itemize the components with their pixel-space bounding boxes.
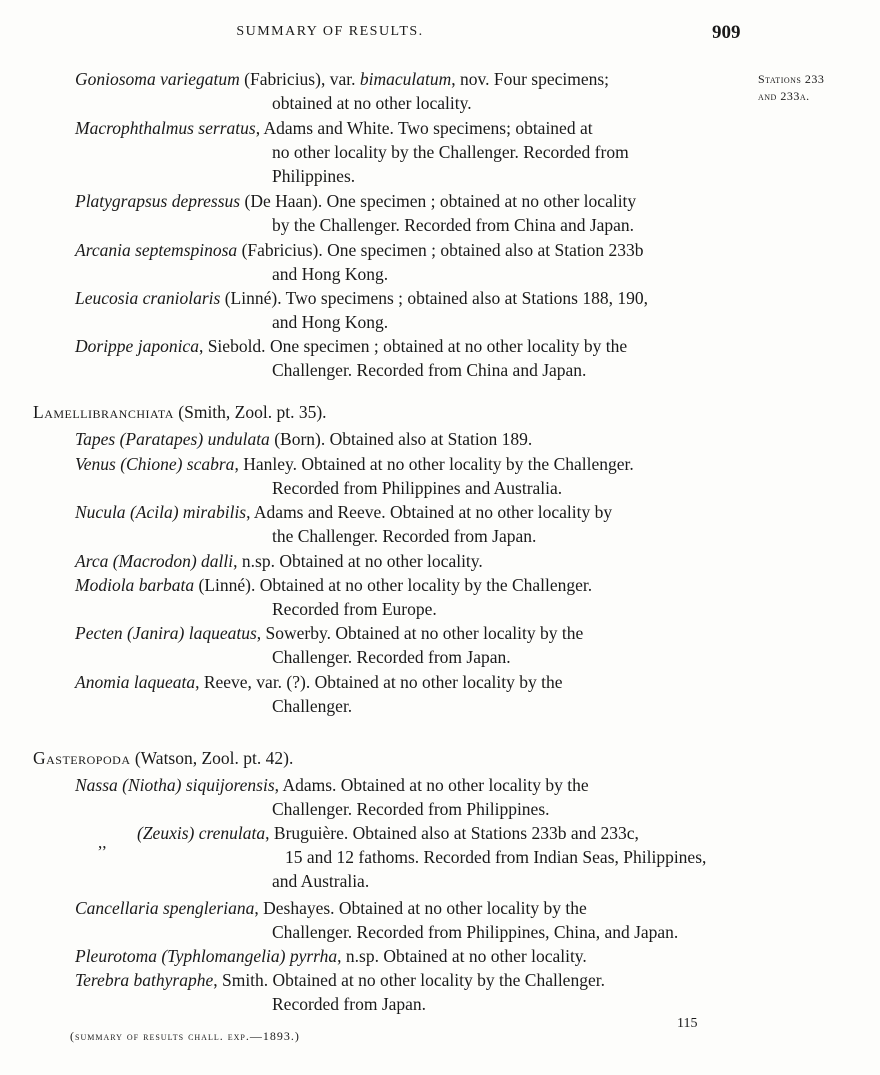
species-entry: Terebra bathyraphe, Smith. Obtained at no other locality by the Challenger. Recorded from Japan. [75,970,605,1014]
species-entry: Anomia laqueata, Reeve, var. (?). Obtained at no other locality by the Challenger. [75,672,563,716]
species-entry: Nucula (Acila) mirabilis, Adams and Reeve. Obtained at no other locality by the Challenger. Recorded from Japan. [75,502,613,546]
species-entry: (Zeuxis) crenulata, Bruguière. Obtained also at Stations 233b and 233c, 15 and 12 fathoms. Recorded from Indian Seas, Philippines, and Australia. [137,823,707,891]
species-entry: Platygrapsus depressus (De Haan). One specimen ; obtained at no other locality by the Challenger. Recorded from China and Japan. [75,191,637,235]
section-heading: Gasteropoda (Watson, Zool. pt. 42). [33,748,294,768]
species-entry: Arcania septemspinosa (Fabricius). One specimen ; obtained also at Station 233b and Hong Kong. [75,240,644,284]
species-entry: Tapes (Paratapes) undulata (Born). Obtained also at Station 189. [75,429,533,449]
species-entry: Pleurotoma (Typhlomangelia) pyrrha, n.sp. Obtained at no other locality. [75,946,587,966]
footer-imprint: (summary of results chall. exp.—1893.) [70,1029,300,1043]
species-entry: Cancellaria spengleriana, Deshayes. Obtained at no other locality by the Challenger. Recorded from Philippines, China, and Japan. [75,898,679,942]
species-entry: Nassa (Niotha) siquijorensis, Adams. Obtained at no other locality by the Challenger. Recorded from Philippines. [75,775,589,819]
species-entry: Leucosia craniolaris (Linné). Two specimens ; obtained also at Stations 188, 190, and Hong Kong. [75,288,648,332]
section-heading: Lamellibranchiata (Smith, Zool. pt. 35). [33,402,327,422]
species-entry: Dorippe japonica, Siebold. One specimen ; obtained at no other locality by the Challenger. Recorded from China and Japan. [75,336,628,380]
species-entry: Venus (Chione) scabra, Hanley. Obtained at no other locality by the Challenger. Recorded from Philippines and Australia. [75,454,634,498]
species-entry: Arca (Macrodon) dalli, n.sp. Obtained at no other locality. [75,551,483,571]
ditto-mark: ,, [98,833,107,852]
species-entry: Macrophthalmus serratus, Adams and White. Two specimens; obtained at no other locality by the Challenger. Recorded from Philippines. [75,118,629,186]
species-entry: Goniosoma variegatum (Fabricius), var. bimaculatum, nov. Four specimens; obtained at no other locality. [75,69,610,113]
margin-note-line: and 233a. [758,89,810,103]
margin-note-line: Stations 233 [758,72,825,86]
signature-mark: 115 [677,1016,698,1031]
species-entry: Modiola barbata (Linné). Obtained at no other locality by the Challenger. Recorded from Europe. [75,575,593,619]
species-entry: Pecten (Janira) laqueatus, Sowerby. Obtained at no other locality by the Challenger. Recorded from Japan. [75,623,584,667]
margin-note [758,71,878,105]
page-number: 909 [712,22,741,43]
running-header: SUMMARY OF RESULTS. [236,24,424,39]
